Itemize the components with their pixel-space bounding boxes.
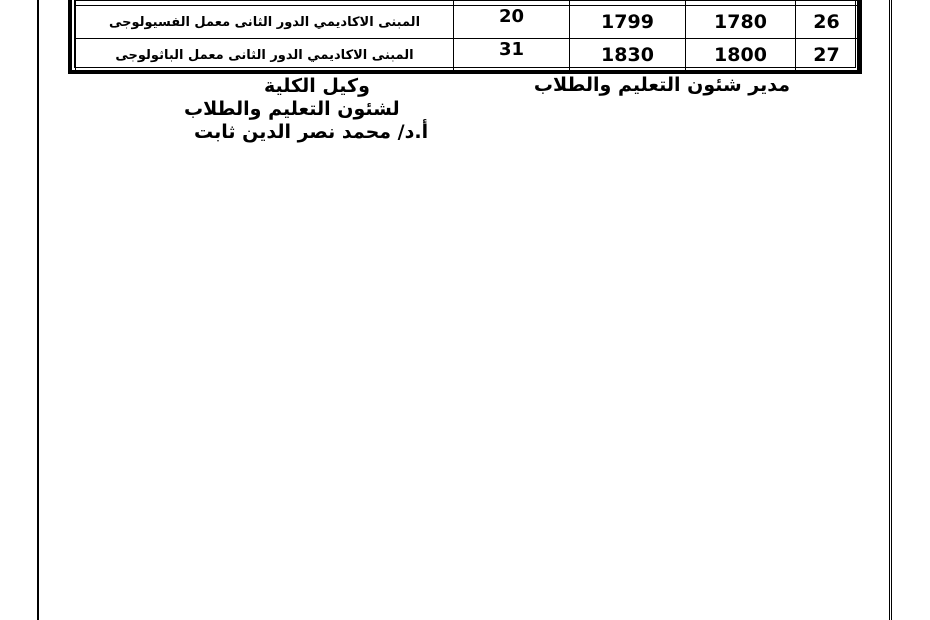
seat-from-cell: 1780: [686, 6, 796, 39]
schedule-table-frame: [68, 0, 862, 74]
vice-dean-subtitle: لشئون التعليم والطلاب: [184, 98, 400, 120]
row-number-cell: 26: [796, 6, 858, 39]
seat-to-cell: 1830: [570, 39, 686, 72]
row-number-cell: 27: [796, 39, 858, 72]
table-row: [76, 39, 858, 72]
schedule-table-inner: [74, 0, 856, 68]
affairs-director-title: مدير شئون التعليم والطلاب: [533, 74, 790, 96]
page-border-right: [889, 0, 892, 620]
location-cell: المبنى الاكاديمي الدور الثانى معمل الباثولوجى: [76, 39, 454, 72]
seat-to-cell: 1799: [570, 6, 686, 39]
table-row: [76, 6, 858, 39]
page-border-left: [37, 0, 39, 620]
vice-dean-name: أ.د/ محمد نصر الدين ثابت: [194, 121, 429, 143]
location-cell: المبنى الاكاديمي الدور الثانى معمل الفسيولوجى: [76, 6, 454, 39]
schedule-table: [75, 0, 858, 72]
seat-from-cell: 1800: [686, 39, 796, 72]
count-cell: 20: [454, 6, 570, 39]
count-cell: 31: [454, 39, 570, 72]
vice-dean-title: وكيل الكلية: [264, 75, 370, 97]
